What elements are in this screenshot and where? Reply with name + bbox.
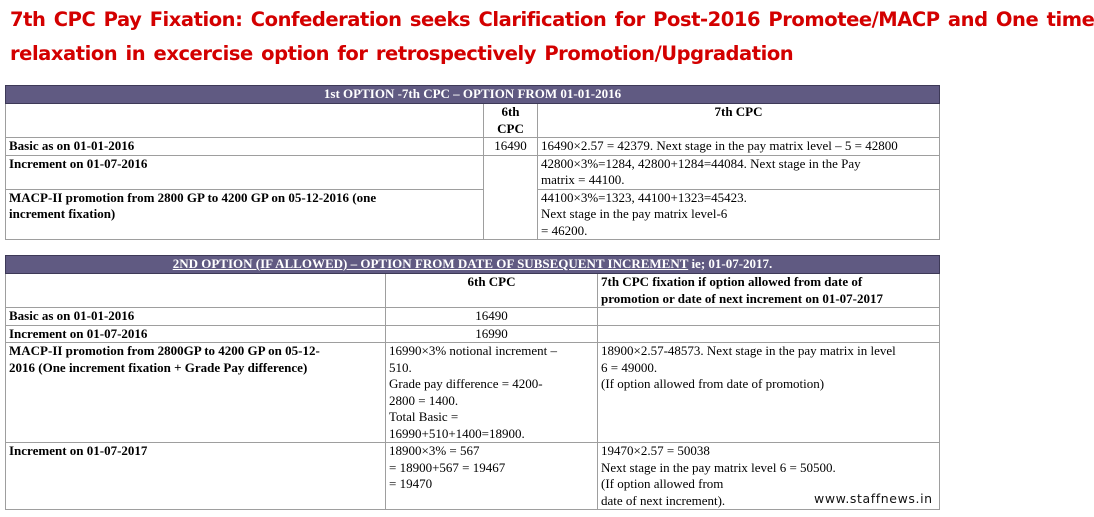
option1-table — [5, 85, 940, 240]
option1-header-row — [6, 104, 940, 138]
table-row — [6, 325, 940, 343]
sixth-cpc-value: 16990×3% notional increment – 510. Grade pay difference = 4200- 2800 = 1400. Total Basic = 16990+510+1400=18900. — [386, 343, 598, 443]
option2-table — [5, 255, 940, 510]
option2-banner: 2ND OPTION (IF ALLOWED) – OPTION FROM DATE OF SUBSEQUENT INCREMENT ie; 01-07-2017. — [6, 256, 940, 274]
article-headline — [10, 3, 1094, 71]
option2-header-7th: 7th CPC fixation if option allowed from date of promotion or date of next increment on 01-07-2017 — [598, 274, 940, 308]
row-label: Basic as on 01-01-2016 — [6, 138, 484, 156]
table-row — [6, 138, 940, 156]
table-row — [6, 189, 940, 240]
row-label: MACP-II promotion from 2800GP to 4200 GP on 05-12- 2016 (One increment fixation + Grade Pay difference) — [6, 343, 386, 443]
seventh-cpc-value: 44100×3%=1323, 44100+1323=45423. Next stage in the pay matrix level-6 = 46200. — [538, 189, 940, 240]
option1-banner: 1st OPTION -7th CPC – OPTION FROM 01-01-2016 — [6, 86, 940, 104]
seventh-cpc-value: 16490×2.57 = 42379. Next stage in the pay matrix level – 5 = 42800 — [538, 138, 940, 156]
headline-line-2: relaxation in excercise option for retrospectively Promotion/Upgradation — [10, 42, 794, 65]
row-label: Increment on 01-07-2017 — [6, 443, 386, 510]
seventh-cpc-value: 42800×3%=1284, 42800+1284=44084. Next stage in the Pay matrix = 44100. — [538, 155, 940, 189]
table-row — [6, 308, 940, 326]
row-label: MACP-II promotion from 2800 GP to 4200 GP on 05-12-2016 (one increment fixation) — [6, 189, 484, 240]
option2-banner-row — [6, 256, 940, 274]
row-label: Basic as on 01-01-2016 — [6, 308, 386, 326]
row-label: Increment on 01-07-2016 — [6, 155, 484, 189]
seventh-cpc-value — [598, 325, 940, 343]
sixth-cpc-value — [484, 155, 538, 189]
option1-banner-row — [6, 86, 940, 104]
option2-header-blank — [6, 274, 386, 308]
row-label: Increment on 01-07-2016 — [6, 325, 386, 343]
table-row — [6, 443, 940, 510]
seventh-cpc-value — [598, 308, 940, 326]
source-watermark: www.staffnews.in — [814, 491, 933, 506]
sixth-cpc-value — [484, 189, 538, 240]
sixth-cpc-value: 18900×3% = 567 = 18900+567 = 19467 = 19470 — [386, 443, 598, 510]
headline-line-1: 7th CPC Pay Fixation: Confederation seeks Clarification for Post-2016 Promotee/MACP and One time — [10, 8, 1094, 31]
seventh-cpc-value: 18900×2.57-48573. Next stage in the pay matrix in level 6 = 49000. (If option allowed from date of promotion) — [598, 343, 940, 443]
option2-header-6th: 6th CPC — [386, 274, 598, 308]
option2-header-row — [6, 274, 940, 308]
option1-header-6th: 6th CPC — [484, 104, 538, 138]
table-row — [6, 343, 940, 443]
option1-header-blank — [6, 104, 484, 138]
sixth-cpc-value: 16990 — [386, 325, 598, 343]
sixth-cpc-value: 16490 — [484, 138, 538, 156]
sixth-cpc-value: 16490 — [386, 308, 598, 326]
seventh-cpc-value: 19470×2.57 = 50038 Next stage in the pay matrix level 6 = 50500. (If option allowed from date of next increment). — [598, 443, 940, 510]
option1-header-7th: 7th CPC — [538, 104, 940, 138]
table-row — [6, 155, 940, 189]
